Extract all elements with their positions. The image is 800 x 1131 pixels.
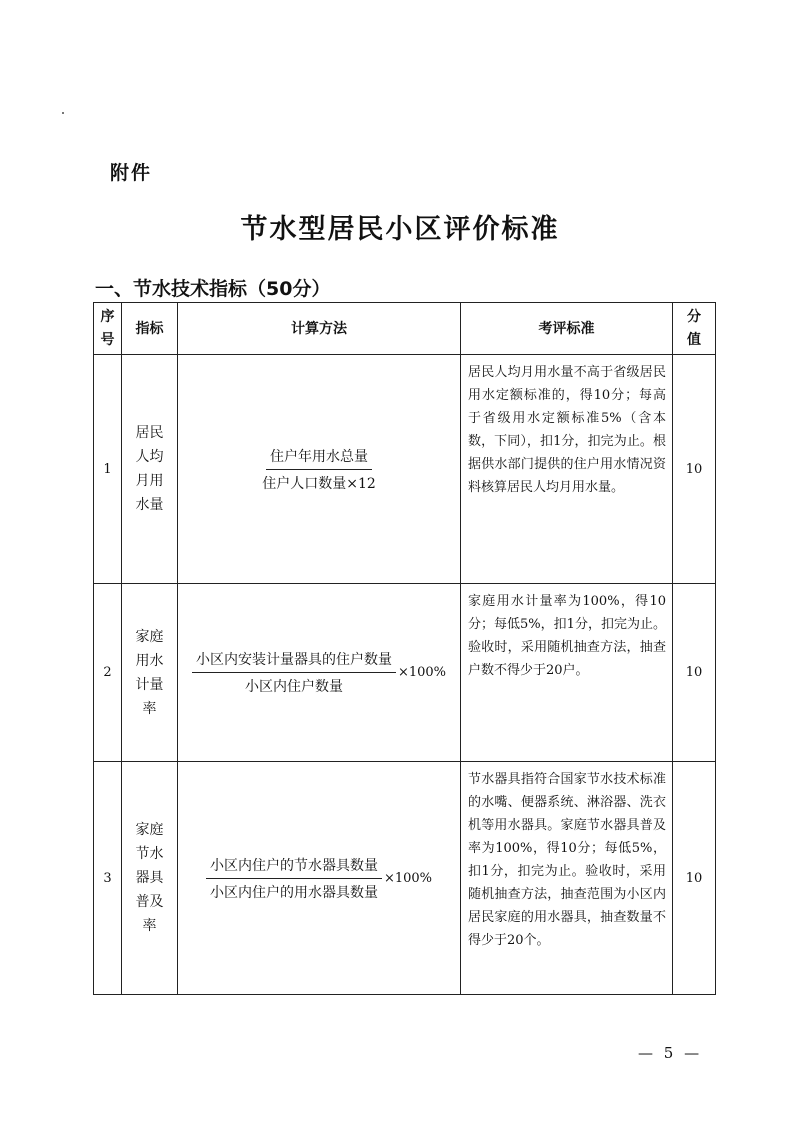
formula — [178, 649, 460, 696]
row-score: 10 — [673, 584, 716, 762]
formula-denominator: 住户人口数量×12 — [262, 475, 376, 492]
formula-denominator: 小区内住户的用水器具数量 — [209, 884, 378, 901]
formula-numerator: 小区内安装计量器具的住户数量 — [192, 649, 396, 673]
scan-dot — [62, 112, 64, 114]
table-header-row — [94, 303, 716, 355]
formula-numerator: 小区内住户的节水器具数量 — [206, 855, 382, 879]
row-criteria: 家庭用水计量率为100%，得10分；每低5%，扣1分，扣完为止。验收时，采用随机抽查方法，抽查户数不得少于20户。 — [461, 584, 673, 762]
document-title: 节水型居民小区评价标准 — [240, 214, 560, 245]
row-method — [178, 355, 461, 584]
table-row — [94, 762, 716, 995]
header-no: 序号 — [94, 303, 122, 355]
row-indicator: 家庭用水计量率 — [122, 584, 178, 762]
formula — [178, 855, 460, 902]
formula-multiplier: ×100% — [383, 870, 433, 886]
row-score: 10 — [673, 355, 716, 584]
header-indicator: 指标 — [122, 303, 178, 355]
row-no: 1 — [94, 355, 122, 584]
fraction — [206, 855, 382, 902]
formula-numerator: 住户年用水总量 — [266, 446, 372, 470]
formula-denominator: 小区内住户数量 — [244, 679, 343, 695]
fraction — [258, 446, 380, 493]
section-heading: 一、节水技术指标（50分） — [95, 278, 331, 300]
table-row — [94, 355, 716, 584]
row-criteria: 居民人均月用水量不高于省级居民用水定额标准的，得10分；每高于省级用水定额标准5%（含本数，下同），扣1分，扣完为止。根据供水部门提供的住户用水情况资料核算居民人均月用水量。 — [461, 355, 673, 584]
header-method: 计算方法 — [178, 303, 461, 355]
row-no: 3 — [94, 762, 122, 995]
header-criteria: 考评标准 — [461, 303, 673, 355]
page-number: — 5 — — [638, 1044, 703, 1062]
header-score: 分值 — [673, 303, 716, 355]
row-indicator: 家庭节水器具普及率 — [122, 762, 178, 995]
row-method — [178, 762, 461, 995]
formula-multiplier: ×100% — [397, 665, 447, 680]
fraction — [192, 649, 396, 696]
row-score: 10 — [673, 762, 716, 995]
attachment-label: 附件 — [110, 162, 153, 184]
row-indicator: 居民人均月用水量 — [122, 355, 178, 584]
row-method — [178, 584, 461, 762]
row-no: 2 — [94, 584, 122, 762]
row-criteria: 节水器具指符合国家节水技术标准的水嘴、便器系统、淋浴器、洗衣机等用水器具。家庭节水器具普及率为100%，得10分；每低5%，扣1分，扣完为止。验收时，采用随机抽查方法，抽查范围为小区内居民家庭的用水器具，抽查数量不得少于20个。 — [461, 762, 673, 995]
evaluation-table — [93, 302, 716, 995]
table-row — [94, 584, 716, 762]
formula — [178, 446, 460, 493]
